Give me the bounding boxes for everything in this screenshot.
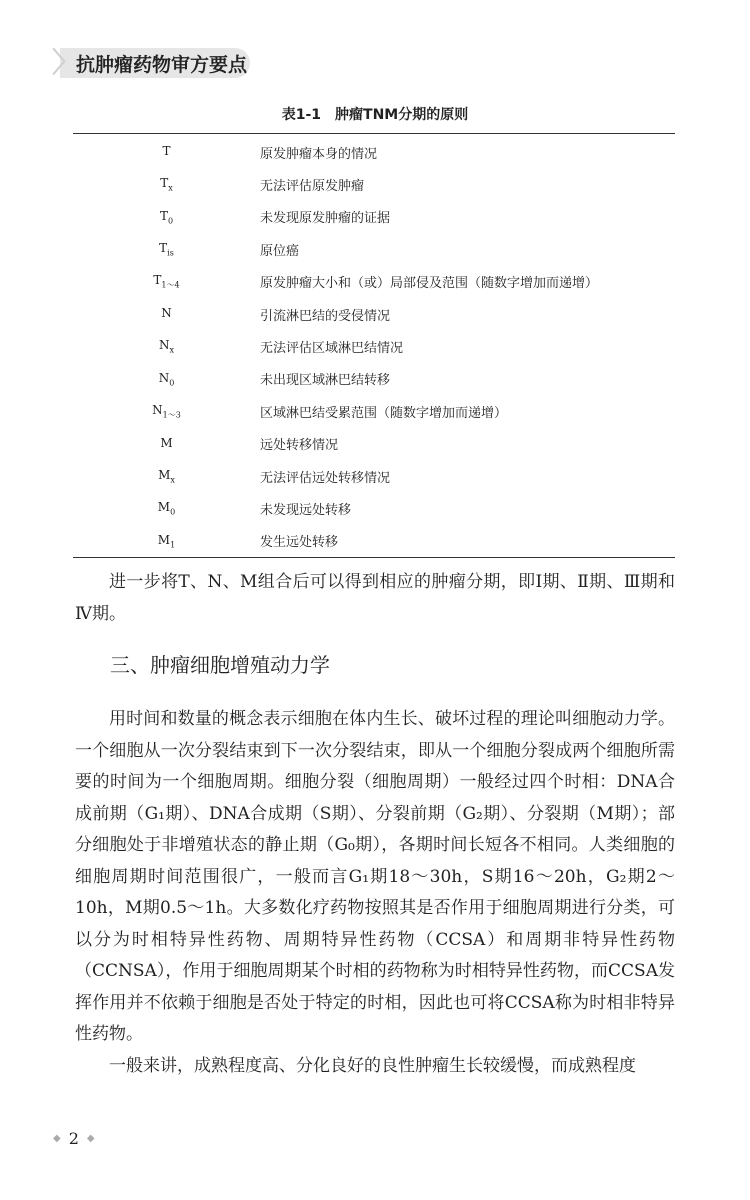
tnm-description: 原发肿瘤本身的情况 (260, 146, 378, 162)
table-row (73, 201, 675, 233)
table-row (73, 266, 675, 298)
tnm-description: 区域淋巴结受累范围（随数字增加而递增） (260, 405, 508, 421)
tnm-symbol: $N_{1\sim 3}$ (152, 402, 181, 420)
tnm-symbol: $M_x$ (158, 467, 175, 485)
tnm-description: 发生远处转移 (260, 535, 339, 551)
tnm-description: 无法评估远处转移情况 (260, 470, 391, 486)
table-row (73, 428, 675, 460)
section-heading: 三、肿瘤细胞增殖动力学 (110, 653, 330, 677)
tnm-symbol: $M_1$ (157, 532, 176, 550)
table-row (73, 492, 675, 524)
page-number: 2 (68, 1129, 79, 1148)
tnm-description: 未发现远处转移 (260, 502, 352, 518)
table-row (73, 168, 675, 200)
bullet-dot-icon: ◆ (53, 1133, 61, 1144)
tnm-symbol: N (161, 305, 172, 320)
table-row (73, 136, 675, 168)
tnm-description: 原发肿瘤大小和（或）局部侵及范围（随数字增加而递增） (260, 276, 599, 292)
tnm-description: 未发现原发肿瘤的证据 (260, 211, 391, 227)
table-title: 表1-1 肿瘤TNM分期的原则 (281, 107, 469, 123)
chevron-icon: 〉 (52, 46, 81, 79)
table-row (73, 395, 675, 427)
table-row (73, 233, 675, 265)
tnm-symbol: T (162, 144, 171, 158)
running-title: 抗肿瘤药物审方要点 (76, 53, 248, 76)
paragraph-cell-kinetics: 用时间和数量的概念表示细胞在体内生长、破坏过程的理论叫细胞动力学。一个细胞从一次分裂结束到下一次分裂结束，即从一个细胞分裂成两个细胞所需要的时间为一个细胞周期。细胞分裂（细胞周期）一般经过四个时相：DNA合成前期（G₁期）、DNA合成期（S期）、分裂前期（G₂期）、分裂期（M期）；部分细胞处于非增殖状态的静止期（G₀期），各期时间长短各不相同。人类细胞的细胞周期时间范围很广，一般而言G₁期18～30h，S期16～20h，G₂期2～10h，M期0.5～1h。大多数化疗药物按照其是否作用于细胞周期进行分类，可以分为时相特异性药物、周期特异性药物（CCSA）和周期非特异性药物（CCNSA），作用于细胞周期某个时相的药物称为时相特异性药物，而CCSA发挥作用并不依赖于细胞是否处于特定的时相，因此也可将CCSA称为时相非特异性药物。 (75, 709, 675, 1044)
paragraph-tumor-growth: 一般来讲，成熟程度高、分化良好的良性肿瘤生长较缓慢，而成熟程度 (109, 1056, 636, 1076)
tnm-symbol: $N_0$ (158, 370, 175, 388)
tnm-description: 无法评估区域淋巴结情况 (260, 341, 404, 357)
tnm-description: 未出现区域淋巴结转移 (260, 373, 391, 389)
table-row (73, 525, 675, 557)
tnm-symbol: $M_0$ (157, 500, 176, 517)
tnm-symbol: M (160, 435, 173, 450)
tnm-symbol: $T_{is}$ (159, 241, 174, 258)
tnm-symbol: $T_0$ (159, 208, 174, 226)
tnm-symbol: $T_{1\sim 4}$ (153, 273, 180, 290)
tnm-description: 远处转移情况 (260, 438, 339, 454)
table-row (73, 298, 675, 330)
bullet-dot-icon: ◆ (86, 1133, 95, 1144)
tnm-symbol: $T_x$ (160, 176, 173, 193)
tnm-table (73, 133, 675, 558)
table-row (73, 460, 675, 492)
table-row (73, 330, 675, 362)
page-footer (53, 1129, 95, 1148)
tnm-description: 原位癌 (260, 243, 300, 259)
table-row (73, 363, 675, 395)
paragraph-stage-combination: 进一步将T、N、M组合后可以得到相应的肿瘤分期，即Ⅰ期、Ⅱ期、Ⅲ期和Ⅳ期。 (75, 572, 675, 624)
tnm-description: 无法评估原发肿瘤 (260, 179, 365, 195)
tnm-description: 引流淋巴结的受侵情况 (260, 308, 391, 324)
tnm-symbol: $N_x$ (158, 338, 174, 355)
running-header (52, 46, 250, 79)
